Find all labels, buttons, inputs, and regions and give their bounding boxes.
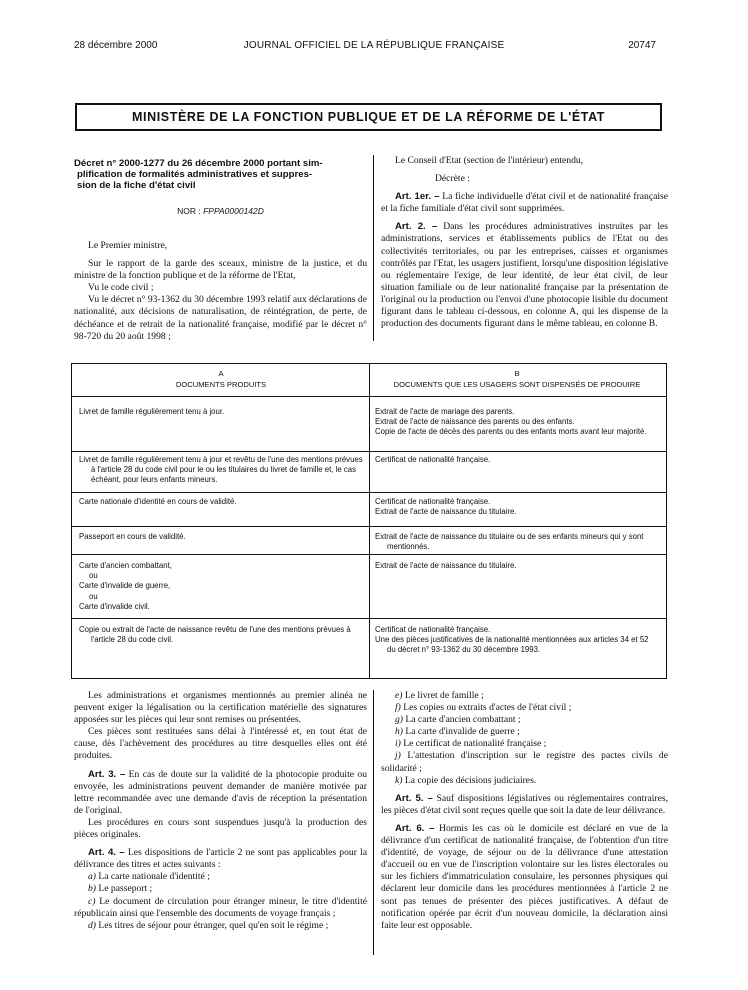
column-b-letter: B [514, 369, 520, 378]
article-6-text: Hormis les cas où le domicile est déclaré en vue de la délivrance d'un certificat de nationalité française, de l'obtention d'un titre d'identité, de voyage, de séjour ou de la délivrance d'une attestation d'accueil ou en vue de l'inscription volontaire sur les listes électorales ou sur les fichiers d'immatriculation consulaire, les personnes physiques qui déclarent leur domicile dans les procédures mentionnées à l'article 2 ne sont pas tenues de présenter des pièces justificatives. A défaut de notification opérée par écrit d'un nouveau domicile, la déclaration ainsi faite leur est opposable. [381, 822, 668, 931]
cell-line: Extrait de l'acte de naissance du titulaire. [375, 507, 517, 517]
article-1-label: Art. 1er. – [395, 191, 440, 203]
list-letter: c) [88, 895, 96, 907]
list-text: Les titres de séjour pour étranger, quel qu'en soit le régime ; [98, 919, 329, 931]
list-letter: b) [88, 883, 96, 895]
right-bottom-column [381, 690, 668, 932]
list-text: Le document de circulation pour étranger mineur, le titre d'identité républicain ainsi que l'ensemble des documents de voyage français ; [74, 895, 367, 919]
table-cell-b [375, 625, 659, 656]
cell-line: Carte d'invalide civil. [79, 601, 150, 611]
nor-code: FPPA0000142D [203, 206, 264, 216]
table-cell-a [79, 407, 363, 417]
list-letter: h) [395, 726, 403, 738]
article-1-text: La fiche individuelle d'état civil et de nationalité française et la fiche familiale d'état civil sont supprimées. [381, 191, 668, 215]
decree-title-line: sion de la fiche d'état civil [77, 180, 196, 191]
article-5-label: Art. 5. – [395, 792, 433, 804]
table-cell-b [375, 407, 659, 438]
preamble-paragraph: Vu le décret n° 93-1362 du 30 décembre 1993 relatif aux déclarations de nationalité, aux décisions de naturalisation, de réintégration, de perte, de déchéance et de retrait de la nationalité française, modifié par le décret n° 98-720 du 20 août 1998 ; [74, 294, 367, 342]
table-cell-b [375, 455, 659, 465]
nor-label: NOR : [177, 206, 201, 216]
preamble-column [74, 240, 367, 343]
article-4-label: Art. 4. – [88, 847, 125, 859]
list-text: Le passeport ; [98, 883, 153, 895]
article-2 [381, 221, 668, 330]
list-text: L'attestation d'inscription sur le registre des pactes civils de solidarité ; [381, 750, 668, 774]
cell-line: Carte nationale d'identité en cours de validité. [79, 497, 237, 506]
list-item [381, 702, 668, 714]
article-2-label: Art. 2. – [395, 221, 438, 233]
article-5 [381, 793, 668, 817]
list-item [74, 871, 367, 883]
list-item [381, 750, 668, 774]
list-item [381, 738, 668, 750]
table-row [72, 618, 666, 678]
cell-line: ou [89, 571, 98, 581]
list-text: La carte d'ancien combattant ; [405, 714, 521, 726]
table-header-row [72, 364, 666, 396]
article-3-label: Art. 3. – [88, 768, 126, 780]
list-letter: d) [88, 919, 96, 931]
article-3 [74, 769, 367, 817]
table-cell-b [375, 532, 659, 552]
column-b-header [375, 368, 659, 390]
list-text: Les copies ou extraits d'actes de l'état civil ; [403, 702, 572, 714]
list-text: La carte d'invalide de guerre ; [405, 726, 520, 738]
table-row [72, 554, 666, 618]
article-3-text: En cas de doute sur la validité de la photocopie produite ou envoyée, les administrations peuvent demander de manière motivée par lettre recommandée avec une demande d'avis de réception la présentation de l'original. [74, 768, 367, 816]
cell-line: Livret de famille régulièrement tenu à jour. [79, 407, 225, 416]
article-2-text: Dans les procédures administratives instruites par les administrations, services et établissements publics de l'Etat ou des collectivités territoriales, ou par les entreprises, caisses et organismes contrôlés par l'Etat, les usagers justifient, lorsqu'une disposition législative ou réglementaire l'exige, de leur identité, de leur état civil, de leur situation familiale ou de leur nationalité française par la présentation de l'original ou la production ou l'envoi d'une photocopie lisible du document figurant dans le tableau ci-dessous, en colonne A, qui les dispense de la production des documents figurant dans le même tableau, en colonne B. [381, 221, 668, 330]
list-item [381, 690, 668, 702]
list-item [74, 896, 367, 920]
preamble-paragraph: Le Premier ministre, [88, 240, 168, 251]
table-cell-a [79, 625, 363, 645]
table-cell-a [79, 532, 363, 542]
cell-line: Carte d'ancien combattant, [79, 561, 172, 570]
column-a-header [79, 368, 363, 390]
list-letter: e) [395, 690, 403, 701]
list-letter: a) [88, 871, 96, 883]
decree-title-line: Décret n° 2000-1277 du 26 décembre 2000 portant sim- [74, 158, 323, 169]
cell-line: Livret de famille régulièrement tenu à jour et revêtu de l'une des mentions prévues à l'article 28 du code civil pour le ou les titulaires du livret de famille et, le cas échéant, pour leurs enfants mineurs. [79, 455, 363, 485]
article-6 [381, 823, 668, 932]
list-letter: g) [395, 714, 403, 726]
ministry-banner: MINISTÈRE DE LA FONCTION PUBLIQUE ET DE LA RÉFORME DE L'ÉTAT [75, 103, 662, 131]
decree-title-line: plification de formalités administratives et suppres- [77, 169, 313, 180]
cell-line: Certificat de nationalité française. [375, 625, 491, 634]
cell-line: Certificat de nationalité française. [375, 455, 491, 464]
table-row [72, 526, 666, 554]
documents-table [71, 363, 667, 679]
table-row [72, 396, 666, 451]
decrete-line: Décrète : [435, 173, 470, 185]
table-cell-a [79, 497, 363, 507]
list-item [381, 726, 668, 738]
list-letter: f) [395, 702, 401, 714]
cell-line: Extrait de l'acte de naissance des parents ou des enfants. [375, 417, 575, 427]
cell-line: Certificat de nationalité française. [375, 497, 491, 506]
article-4-text: Les dispositions de l'article 2 ne sont pas applicables pour la délivrance des titres et actes suivants : [74, 847, 367, 871]
list-item [381, 714, 668, 726]
header-date: 28 décembre 2000 [74, 40, 158, 51]
decree-title [74, 158, 367, 191]
list-text: La copie des décisions judiciaires. [404, 774, 537, 786]
cell-line: Extrait de l'acte de naissance du titulaire ou de ses enfants mineurs qui y sont mentionnés. [375, 532, 644, 552]
list-item [74, 883, 367, 895]
column-divider [373, 690, 374, 955]
table-cell-a [79, 455, 363, 486]
column-b-title: DOCUMENTS QUE LES USAGERS SONT DISPENSÉS DE PRODUIRE [393, 380, 641, 389]
list-letter: i) [395, 738, 401, 750]
table-cell-b [375, 561, 659, 571]
preamble-paragraph: Sur le rapport de la garde des sceaux, ministre de la justice, et du ministre de la fonction publique et de la réforme de l'Etat, [74, 258, 367, 282]
list-text: Le certificat de nationalité française ; [403, 738, 547, 750]
article-1 [381, 191, 668, 215]
article-4 [74, 847, 367, 871]
cell-line: Une des pièces justificatives de la nationalité mentionnées aux articles 34 et 52 du décret n° 93-1362 du 30 décembre 1993. [375, 635, 649, 655]
column-a-letter: A [218, 369, 224, 378]
journal-title: JOURNAL OFFICIEL DE LA RÉPUBLIQUE FRANÇAISE [243, 40, 505, 51]
articles-column-top [381, 155, 668, 330]
list-letter: j) [395, 750, 401, 762]
page-number: 20747 [628, 40, 656, 51]
paragraph: Les procédures en cours sont suspendues jusqu'à la production des pièces originales. [74, 816, 367, 841]
cell-line: ou [89, 591, 98, 601]
list-text: La carte nationale d'identité ; [98, 871, 210, 883]
paragraph: Les administrations et organismes mentionnés au premier alinéa ne peuvent exiger la légalisation ou la certification matérielle des signatures apposées sur les pièces qui leur sont remises ou présentées. [74, 690, 367, 726]
article-5-text: Sauf dispositions législatives ou réglementaires contraires, les pièces d'état civil sont reçues quelle que soit la date de leur délivrance. [381, 792, 668, 816]
table-cell-a [79, 561, 363, 612]
list-item [381, 775, 668, 787]
table-row [72, 451, 666, 492]
nor-reference [74, 206, 367, 216]
conseil-line: Le Conseil d'Etat (section de l'intérieur) entendu, [395, 155, 584, 166]
cell-line: Carte d'invalide de guerre, [79, 581, 171, 591]
column-divider [373, 155, 374, 341]
cell-line: Extrait de l'acte de naissance du titulaire. [375, 561, 517, 570]
column-a-title: DOCUMENTS PRODUITS [175, 380, 267, 389]
list-item [74, 920, 367, 932]
paragraph: Ces pièces sont restituées sans délai à l'intéressé et, en tout état de cause, dès l'achèvement des procédures au titre desquelles elles ont été produites. [74, 726, 367, 762]
table-row [72, 492, 666, 526]
list-text: Le livret de famille ; [404, 690, 484, 701]
table-cell-b [375, 497, 659, 517]
preamble-paragraph: Vu le code civil ; [88, 282, 154, 294]
left-bottom-column [74, 690, 367, 932]
cell-line: Copie ou extrait de l'acte de naissance revêtu de l'une des mentions prévues à l'article 28 du code civil. [79, 625, 351, 645]
cell-line: Passeport en cours de validité. [79, 532, 186, 541]
article-6-label: Art. 6. – [395, 822, 435, 834]
list-letter: k) [395, 774, 403, 786]
cell-line: Copie de l'acte de décès des parents ou des enfants morts avant leur majorité. [375, 427, 647, 437]
cell-line: Extrait de l'acte de mariage des parents. [375, 407, 515, 416]
